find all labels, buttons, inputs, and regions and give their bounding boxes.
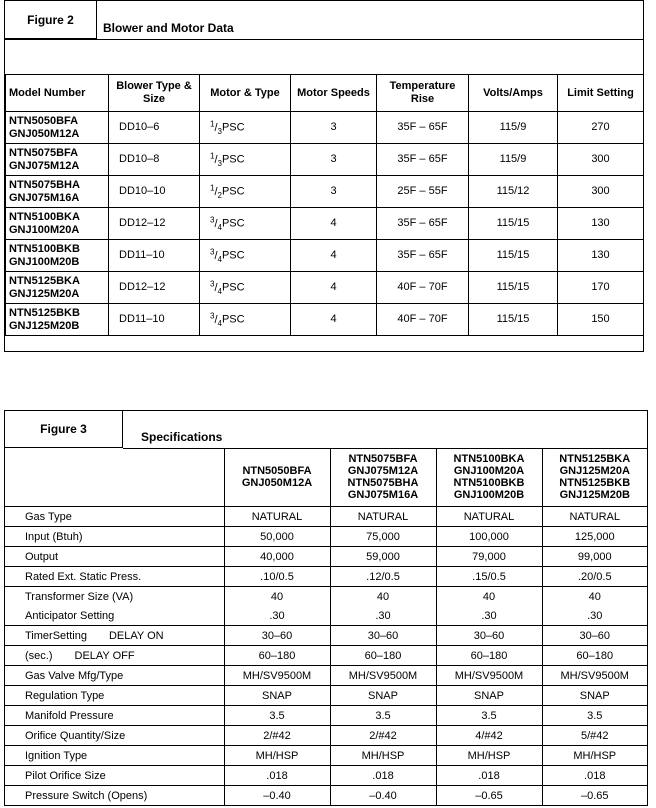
model-number: GNJ125M20A [9, 287, 80, 300]
figure-2-divider [5, 39, 643, 40]
limit-setting-cell: 270 [558, 112, 644, 144]
column-header: Temperature Rise [377, 75, 469, 112]
spec-label-text: Regulation Type [25, 689, 105, 702]
model-number: GNJ125M20B [559, 489, 630, 501]
temperature-rise-cell: 40F – 70F [377, 304, 469, 336]
motor-hp-fraction: $^3/_4$ [210, 311, 222, 328]
model-number: GNJ100M20B [453, 489, 525, 501]
model-number: NTN5125BKB [559, 477, 631, 489]
spec-value: 60–180 [224, 646, 330, 666]
spec-value: MH/SV9500M [224, 666, 330, 686]
motor-hp-fraction: $^1/_3$ [210, 151, 222, 168]
spec-value: 5/#42 [542, 726, 647, 746]
model-number: GNJ075M12A [347, 465, 419, 477]
spec-label-text: Output [25, 550, 59, 563]
figure-2-title: Blower and Motor Data [103, 21, 234, 35]
spec-label [5, 547, 224, 567]
blower-type-cell: DD10–10 [109, 176, 200, 208]
model-number-cell [6, 176, 109, 208]
model-number: NTN5050BFA [242, 465, 312, 477]
spec-row [5, 746, 647, 766]
motor-hp-fraction: $^3/_4$ [210, 215, 222, 232]
model-number: NTN5100BKA [453, 453, 525, 465]
table-row [6, 176, 644, 208]
motor-speeds-cell: 4 [291, 240, 377, 272]
volts-amps-cell: 115/15 [469, 304, 558, 336]
blower-type-cell: DD11–10 [109, 240, 200, 272]
spec-label-text: Orifice Quantity/Size [25, 729, 126, 742]
table-row [6, 304, 644, 336]
model-number: GNJ075M16A [9, 191, 80, 204]
spec-row [5, 527, 647, 547]
figure-3-title: Specifications [141, 430, 223, 444]
motor-type-cell [200, 112, 291, 144]
model-number: NTN5125BKA [9, 274, 80, 287]
table-row [6, 208, 644, 240]
model-number-cell [6, 272, 109, 304]
spec-value: MH/HSP [542, 746, 647, 766]
model-number: GNJ125M20A [559, 465, 630, 477]
column-header: Limit Setting [558, 75, 644, 112]
spec-value: 100,000 [436, 527, 542, 547]
spec-value: 30–60 [436, 626, 542, 646]
model-number: NTN5075BHA [9, 178, 80, 191]
spec-value: 30–60 [542, 626, 647, 646]
blank-header-cell [5, 448, 224, 507]
volts-amps-cell: 115/9 [469, 144, 558, 176]
spec-value: 3.5 [224, 706, 330, 726]
spec-value: .018 [436, 766, 542, 786]
spec-label [5, 746, 224, 766]
spec-value: –0.65 [542, 786, 647, 806]
spec-row [5, 686, 647, 706]
motor-hp-fraction: $^3/_4$ [210, 279, 222, 296]
spec-value: SNAP [224, 686, 330, 706]
blower-motor-table [5, 74, 644, 336]
spec-label [5, 626, 224, 646]
spec-value: NATURAL [542, 507, 647, 527]
spec-value: 75,000 [330, 527, 436, 547]
spec-row [5, 786, 647, 806]
model-number: NTN5075BHA [347, 477, 419, 489]
spec-value: SNAP [330, 686, 436, 706]
spec-label [5, 527, 224, 547]
spec-value: 2/#42 [224, 726, 330, 746]
limit-setting-cell: 130 [558, 208, 644, 240]
spec-value: 3.5 [330, 706, 436, 726]
spec-label [5, 606, 224, 626]
spec-label-text: Ignition Type [25, 749, 88, 762]
limit-setting-cell: 150 [558, 304, 644, 336]
motor-type: PSC [221, 217, 245, 230]
blower-type-cell: DD12–12 [109, 208, 200, 240]
motor-speeds-cell: 3 [291, 144, 377, 176]
spec-label-text: Input (Btuh) [25, 530, 83, 543]
spec-label-text: Gas Valve Mfg/Type [25, 669, 124, 682]
spec-label-text: Gas Type [25, 510, 72, 523]
spec-value: NATURAL [330, 507, 436, 527]
limit-setting-cell: 170 [558, 272, 644, 304]
spec-value: .20/0.5 [542, 567, 647, 587]
column-header: Model Number [6, 75, 109, 112]
model-number-cell [6, 240, 109, 272]
spec-row [5, 626, 647, 646]
spec-row [5, 567, 647, 587]
temperature-rise-cell: 35F – 65F [377, 112, 469, 144]
spec-label [5, 666, 224, 686]
motor-type: PSC [221, 185, 245, 198]
spec-label [5, 587, 224, 607]
spec-label-text: (sec.) [25, 649, 53, 662]
motor-type-cell [200, 208, 291, 240]
model-number-cell [6, 112, 109, 144]
spec-row [5, 766, 647, 786]
spec-label [5, 646, 224, 666]
spec-value: MH/SV9500M [542, 666, 647, 686]
spec-row [5, 507, 647, 527]
model-number: NTN5075BFA [348, 453, 418, 465]
model-group-header [224, 448, 330, 507]
motor-type-cell [200, 304, 291, 336]
spec-sublabel: DELAY OFF [74, 649, 135, 662]
spec-label-text: Transformer Size (VA) [25, 590, 134, 603]
motor-type-cell [200, 240, 291, 272]
spec-row [5, 587, 647, 607]
motor-hp-fraction: $^1/_2$ [210, 183, 222, 200]
spec-value: .10/0.5 [224, 567, 330, 587]
figure-2-blower-motor-data [4, 0, 644, 352]
model-number-cell [6, 208, 109, 240]
spec-label-text: Pressure Switch (Opens) [25, 789, 148, 802]
spec-value: 79,000 [436, 547, 542, 567]
model-number-cell [6, 304, 109, 336]
table-row [6, 112, 644, 144]
limit-setting-cell: 130 [558, 240, 644, 272]
volts-amps-cell: 115/15 [469, 208, 558, 240]
spec-value: SNAP [436, 686, 542, 706]
motor-type: PSC [221, 121, 245, 134]
spec-label-text: Anticipator Setting [25, 609, 115, 622]
spec-value: .018 [330, 766, 436, 786]
spec-value: 40 [330, 587, 436, 607]
spec-label-text: TimerSetting [25, 629, 87, 642]
spec-value: 40 [436, 587, 542, 607]
spec-label [5, 706, 224, 726]
spec-label-text: Manifold Pressure [25, 709, 114, 722]
spec-label [5, 766, 224, 786]
spec-label [5, 567, 224, 587]
spec-value: 30–60 [330, 626, 436, 646]
spec-row [5, 726, 647, 746]
motor-speeds-cell: 3 [291, 112, 377, 144]
spec-sublabel: DELAY ON [108, 629, 164, 642]
model-group-header [542, 448, 647, 507]
model-number: NTN5125BKB [9, 306, 80, 319]
model-number: GNJ050M12A [241, 477, 313, 489]
column-header: Motor & Type [200, 75, 291, 112]
spec-value: 4/#42 [436, 726, 542, 746]
temperature-rise-cell: 35F – 65F [377, 144, 469, 176]
spec-value: 60–180 [330, 646, 436, 666]
motor-hp-fraction: $^3/_4$ [210, 247, 222, 264]
spec-value: 50,000 [224, 527, 330, 547]
model-number: GNJ075M12A [9, 159, 80, 172]
spec-value: .15/0.5 [436, 567, 542, 587]
model-number: GNJ075M16A [347, 489, 419, 501]
volts-amps-cell: 115/15 [469, 240, 558, 272]
model-header-row [5, 448, 647, 507]
spec-row [5, 646, 647, 666]
spec-value: 40,000 [224, 547, 330, 567]
spec-value: MH/HSP [224, 746, 330, 766]
model-number: GNJ100M20A [453, 465, 525, 477]
volts-amps-cell: 115/9 [469, 112, 558, 144]
spec-value: .12/0.5 [330, 567, 436, 587]
model-number: GNJ050M12A [9, 127, 80, 140]
motor-speeds-cell: 4 [291, 208, 377, 240]
spec-value: SNAP [542, 686, 647, 706]
motor-speeds-cell: 3 [291, 176, 377, 208]
motor-type-cell [200, 144, 291, 176]
spec-label-text: Rated Ext. Static Press. [25, 570, 142, 583]
figure-2-label: Figure 2 [5, 1, 97, 39]
spec-row [5, 547, 647, 567]
column-header: Blower Type & Size [109, 75, 200, 112]
spec-value: MH/HSP [330, 746, 436, 766]
spec-label-text: Pilot Orifice Size [25, 769, 106, 782]
model-number: NTN5125BKA [559, 453, 631, 465]
blower-type-cell: DD11–10 [109, 304, 200, 336]
model-group-header [436, 448, 542, 507]
motor-type: PSC [221, 153, 245, 166]
column-header: Motor Speeds [291, 75, 377, 112]
motor-type: PSC [221, 249, 245, 262]
figure-3-label: Figure 3 [5, 411, 123, 448]
model-number: NTN5075BFA [9, 146, 79, 159]
spec-value: NATURAL [224, 507, 330, 527]
motor-type-cell [200, 272, 291, 304]
table-row [6, 144, 644, 176]
spec-value: 99,000 [542, 547, 647, 567]
spec-value: MH/SV9500M [330, 666, 436, 686]
motor-type-cell [200, 176, 291, 208]
spec-value: 125,000 [542, 527, 647, 547]
figure-3-specifications [4, 410, 648, 806]
spec-row [5, 606, 647, 626]
spec-value: –0.65 [436, 786, 542, 806]
blower-type-cell: DD12–12 [109, 272, 200, 304]
spec-value: 40 [542, 587, 647, 607]
limit-setting-cell: 300 [558, 176, 644, 208]
model-number: NTN5100BKB [9, 242, 80, 255]
spec-row [5, 706, 647, 726]
spec-value: NATURAL [436, 507, 542, 527]
temperature-rise-cell: 25F – 55F [377, 176, 469, 208]
limit-setting-cell: 300 [558, 144, 644, 176]
volts-amps-cell: 115/12 [469, 176, 558, 208]
motor-hp-fraction: $^1/_3$ [210, 119, 222, 136]
temperature-rise-cell: 35F – 65F [377, 240, 469, 272]
spec-value: MH/SV9500M [436, 666, 542, 686]
spec-label [5, 507, 224, 527]
blower-type-cell: DD10–6 [109, 112, 200, 144]
spec-value: .30 [436, 606, 542, 626]
spec-value: 3.5 [436, 706, 542, 726]
spec-value: .30 [542, 606, 647, 626]
spec-label [5, 686, 224, 706]
volts-amps-cell: 115/15 [469, 272, 558, 304]
spec-value: .30 [224, 606, 330, 626]
temperature-rise-cell: 40F – 70F [377, 272, 469, 304]
spec-value: –0.40 [330, 786, 436, 806]
spec-value: MH/HSP [436, 746, 542, 766]
temperature-rise-cell: 35F – 65F [377, 208, 469, 240]
model-group-header [330, 448, 436, 507]
spec-label [5, 786, 224, 806]
spec-value: –0.40 [224, 786, 330, 806]
specifications-table [5, 448, 647, 805]
model-number: NTN5100BKA [9, 210, 80, 223]
model-number: GNJ100M20A [9, 223, 80, 236]
spec-value: .018 [542, 766, 647, 786]
model-number: GNJ125M20B [9, 319, 80, 332]
spec-value: 59,000 [330, 547, 436, 567]
table-row [6, 272, 644, 304]
spec-value: 30–60 [224, 626, 330, 646]
model-number: NTN5100BKB [453, 477, 525, 489]
motor-type: PSC [221, 281, 245, 294]
spec-label [5, 726, 224, 746]
model-number: NTN5050BFA [9, 114, 79, 127]
spec-value: 60–180 [436, 646, 542, 666]
model-number: GNJ100M20B [9, 255, 80, 268]
spec-value: 3.5 [542, 706, 647, 726]
spec-value: 60–180 [542, 646, 647, 666]
model-number-cell [6, 144, 109, 176]
spec-value: .018 [224, 766, 330, 786]
motor-type: PSC [221, 313, 245, 326]
column-header: Volts/Amps [469, 75, 558, 112]
spec-value: .30 [330, 606, 436, 626]
table-row [6, 240, 644, 272]
blower-type-cell: DD10–8 [109, 144, 200, 176]
motor-speeds-cell: 4 [291, 304, 377, 336]
spec-value: 40 [224, 587, 330, 607]
spec-row [5, 666, 647, 686]
motor-speeds-cell: 4 [291, 272, 377, 304]
spec-value: 2/#42 [330, 726, 436, 746]
